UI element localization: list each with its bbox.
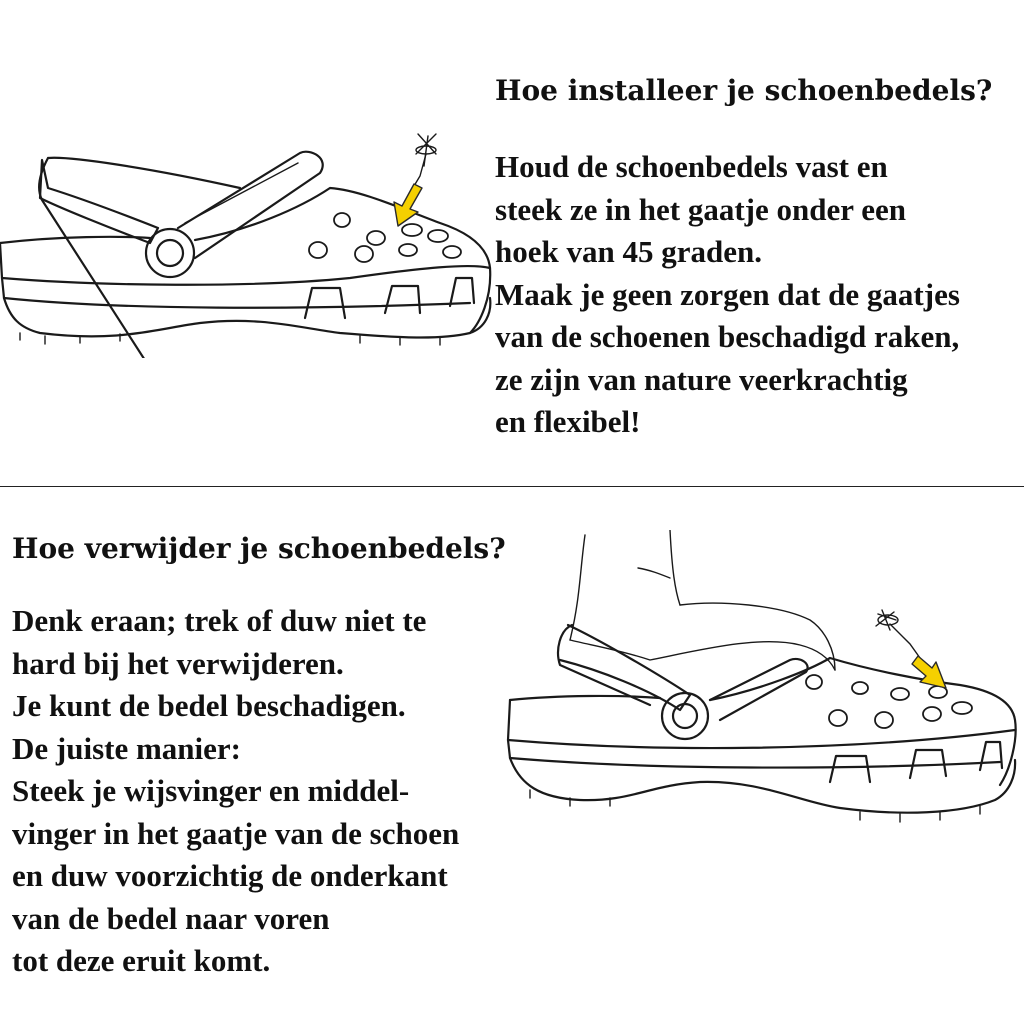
remove-line: van de bedel naar voren xyxy=(12,900,330,936)
section-divider xyxy=(0,486,1024,487)
remove-heading: Hoe verwijder je schoenbedels? xyxy=(12,532,506,565)
install-line: Houd de schoenbedels vast en xyxy=(495,149,888,184)
install-line: hoek van 45 graden. xyxy=(495,234,762,269)
install-line: van de schoenen beschadigd raken, xyxy=(495,319,960,354)
install-line: ze zijn van nature veerkrachtig xyxy=(495,361,908,397)
remove-line: De juiste manier: xyxy=(12,730,241,766)
remove-line: Je kunt de bedel beschadigen. xyxy=(12,688,406,723)
remove-line: en duw voorzichtig de onderkant xyxy=(12,858,448,893)
remove-line: Denk eraan; trek of duw niet te xyxy=(12,603,427,638)
remove-line: tot deze eruit komt. xyxy=(12,943,271,978)
install-heading: Hoe installeer je schoenbedels? xyxy=(495,74,993,107)
install-line: steek ze in het gaatje onder een xyxy=(495,191,906,227)
install-line: Maak je geen zorgen dat de gaatjes xyxy=(495,276,960,312)
install-line: en flexibel! xyxy=(495,404,641,439)
charm-insert-arrow-icon xyxy=(380,126,460,236)
remove-line: hard bij het verwijderen. xyxy=(12,645,344,681)
remove-line: Steek je wijsvinger en middel- xyxy=(12,773,410,808)
charm-remove-arrow-icon xyxy=(860,604,960,700)
install-instructions xyxy=(495,146,960,444)
remove-line: vinger in het gaatje van de schoen xyxy=(12,815,460,851)
remove-instructions xyxy=(12,600,459,983)
